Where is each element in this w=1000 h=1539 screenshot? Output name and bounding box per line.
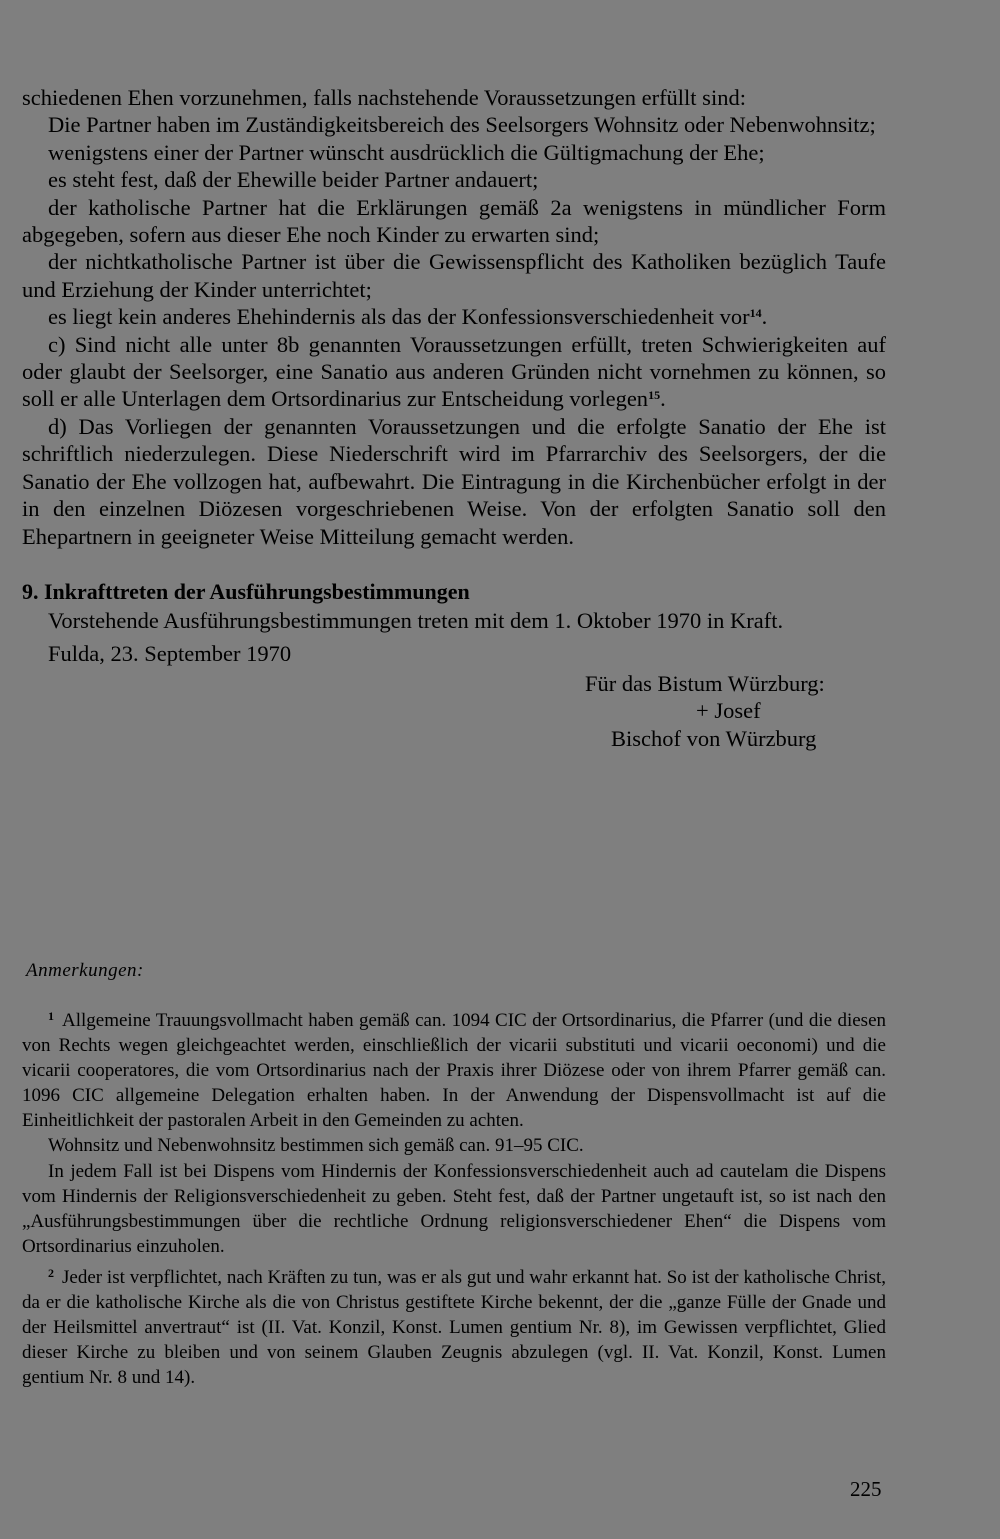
condition-no-impediment: es liegt kein anderes Ehehindernis als das der Konfessionsverschiedenheit vor$^{14}$. xyxy=(48,304,768,330)
note-1: $^1$ Allgemeine Trauungsvollmacht haben gemäß can. 1094 CIC der Ortsordinarius, die Pfarrer (und die diesen von Rechts wegen gleichgeachtet werden, einschließlich der vicarii substituti und vicarii oeconomi) und die vicarii cooperatores, die vom Ortsordinarius nach der Praxis ihrer Diözese oder von ihrem Pfarrer gemäß can. 1096 CIC allgemeine Delegation erhalten haben. In der Anwendung der Dispensvollmacht ist auf die Einheitlichkeit der pastoralen Arbeit in den Gemeinden zu achten. xyxy=(22,1009,886,1132)
paragraph-c: c) Sind nicht alle unter 8b genannten Voraussetzungen erfüllt, treten Schwierigkeiten auf oder glaubt der Seelsorger, eine Sanatio aus anderen Gründen nicht vornehmen zu können, so soll er alle Unterlagen dem Ortsordinarius zur Entscheidung vorlegen$^{15}$. xyxy=(22,331,886,412)
signature-line: Für das Bistum Würzburg: xyxy=(585,670,825,696)
signature-title: Bischof von Würzburg xyxy=(611,725,817,751)
condition-informed: der nichtkatholische Partner ist über die Gewissenspflicht des Katholiken bezüglich Taufe und Erziehung der Kinder unterrichtet; xyxy=(22,249,886,302)
section-heading: 9. Inkrafttreten der Ausführungsbestimmungen xyxy=(22,578,470,604)
notes-title: Anmerkungen: xyxy=(26,960,144,981)
place-date: Fulda, 23. September 1970 xyxy=(48,641,292,667)
paragraph-d: d) Das Vorliegen der genannten Voraussetzungen und die erfolgte Sanatio der Ehe ist schriftlich niederzulegen. Diese Niederschrift wird im Pfarrarchiv des Seelsorgers, der die Sanatio der Ehe vollzogen hat, aufbewahrt. Die Eintragung in die Kirchenbücher erfolgt in der in den einzelnen Diözesen vorgeschriebenen Weise. Von der erfolgten Sanatio soll den Ehepartnern in geeigneter Weise Mitteilung gemacht werden. xyxy=(22,413,886,549)
footnote-ref: 15 xyxy=(648,388,661,403)
page-number: 225 xyxy=(850,1477,882,1501)
signature-name: + Josef xyxy=(696,698,761,724)
note-1c: In jedem Fall ist bei Dispens vom Hindernis der Konfessionsverschiedenheit auch ad cautelam die Dispens vom Hindernis der Religionsverschiedenheit zu geben. Steht fest, daß der Partner ungetauft ist, so ist nach den „Ausführungsbestimmungen über die rechtliche Ordnung religionsverschiedener Ehen“ die Dispens vom Ortsordinarius einzuholen. xyxy=(22,1160,886,1257)
section-text: Vorstehende Ausführungsbestimmungen treten mit dem 1. Oktober 1970 in Kraft. xyxy=(48,607,784,633)
condition-residence: Die Partner haben im Zuständigkeitsbereich des Seelsorgers Wohnsitz oder Nebenwohnsitz; xyxy=(48,112,876,138)
notes-section xyxy=(22,1008,886,1390)
note-1b: Wohnsitz und Nebenwohnsitz bestimmen sich gemäß can. 91–95 CIC. xyxy=(48,1135,584,1157)
condition-wish: wenigstens einer der Partner wünscht ausdrücklich die Gültigmachung der Ehe; xyxy=(48,139,765,165)
main-text xyxy=(22,84,886,752)
footnote-ref: 14 xyxy=(749,306,762,321)
note-2: $^2$ Jeder ist verpflichtet, nach Kräften zu tun, was er als gut und wahr erkannt hat. So ist der katholische Christ, da er die katholische Kirche als die von Christus gestiftete Kirche bekennt, der die „ganze Fülle der Gnade und der Heilsmittel anvertraut“ ist (II. Vat. Konzil, Konst. Lumen gentium Nr. 8), im Gewissen verpflichtet, Glied dieser Kirche zu bleiben und von seinem Glauben Zeugnis abzulegen (vgl. II. Vat. Konzil, Konst. Lumen gentium Nr. 8 und 14). xyxy=(22,1265,886,1389)
note-marker: 1 xyxy=(48,1009,54,1023)
signature-block xyxy=(22,670,886,752)
condition-will: es steht fest, daß der Ehewille beider Partner andauert; xyxy=(48,167,539,193)
note-marker: 2 xyxy=(48,1265,54,1280)
condition-declaration: der katholische Partner hat die Erklärungen gemäß 2a wenigstens in mündlicher Form abgegeben, sofern aus dieser Ehe noch Kinder zu erwarten sind; xyxy=(22,194,886,248)
paragraph-continuation: schiedenen Ehen vorzunehmen, falls nachstehende Voraussetzungen erfüllt sind: xyxy=(22,85,746,110)
